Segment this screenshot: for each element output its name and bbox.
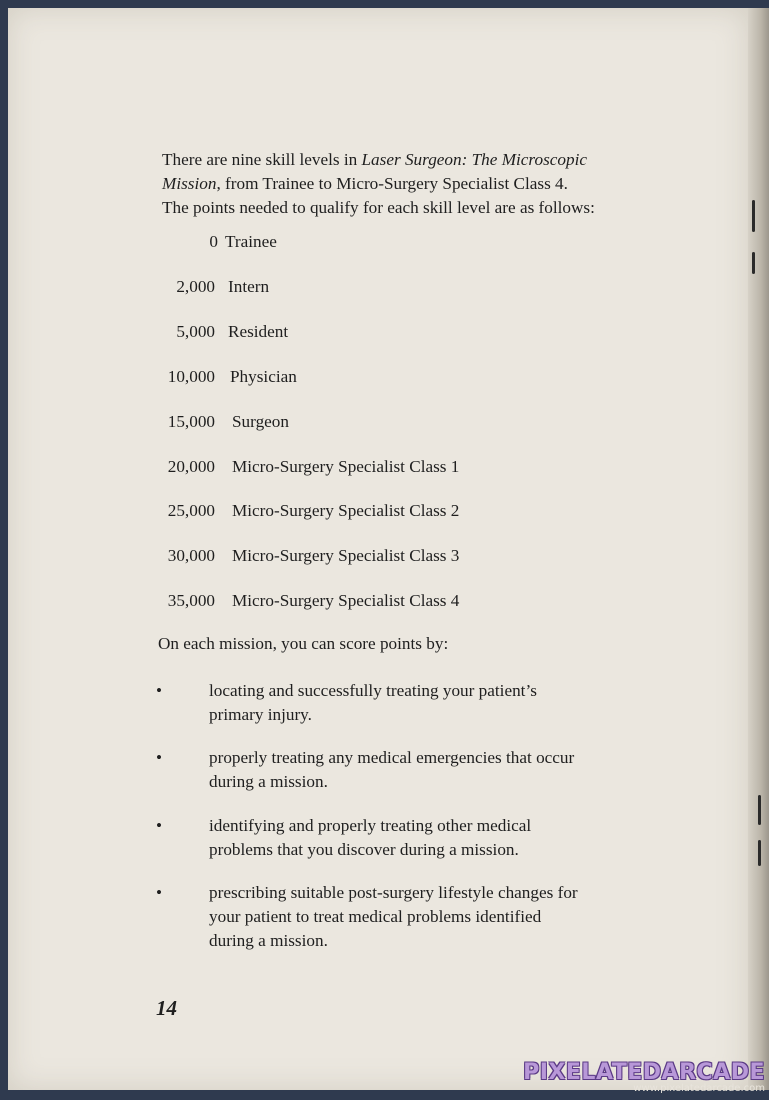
- scoring-intro: On each mission, you can score points by:: [158, 634, 449, 653]
- binding-staple: [752, 200, 755, 232]
- level-name: Surgeon: [232, 412, 289, 431]
- skill-level-row: [8, 230, 508, 254]
- level-name: Micro-Surgery Specialist Class 4: [232, 591, 460, 610]
- skill-level-row: [8, 275, 508, 299]
- game-title: Laser Surgeon: The Microscopic: [361, 150, 587, 169]
- level-points: 10,000: [167, 367, 215, 386]
- skill-level-row: [8, 499, 508, 523]
- level-points: 20,000: [167, 457, 215, 476]
- list-item: [156, 746, 616, 794]
- list-item-text: prescribing suitable post-surgery lifestyle changes for your patient to treat medical problems identified during a mission.: [209, 883, 578, 950]
- intro-paragraph: [162, 148, 652, 220]
- level-points: 35,000: [167, 591, 215, 610]
- list-item-text: identifying and properly treating other medical problems that you discover during a mission.: [209, 816, 532, 859]
- watermark-url: www.pixelatedarcade.com: [633, 1083, 765, 1094]
- page-number: 14: [156, 996, 177, 1020]
- list-item: [156, 814, 616, 862]
- level-name: Micro-Surgery Specialist Class 1: [232, 457, 460, 476]
- intro-text: The points needed to qualify for each skill level are as follows:: [162, 198, 595, 217]
- intro-text: , from Trainee to Micro-Surgery Specialist Class 4.: [216, 174, 568, 193]
- level-points: 15,000: [167, 412, 215, 431]
- intro-text: There are nine skill levels in: [162, 150, 362, 169]
- level-points: 25,000: [167, 501, 215, 520]
- binding-staple: [758, 795, 761, 825]
- watermark: [523, 1060, 765, 1094]
- page-edge: [748, 8, 769, 1090]
- level-name: Intern: [228, 277, 270, 296]
- level-name: Physician: [230, 367, 297, 386]
- game-title-cont: Mission: [162, 174, 217, 193]
- skill-level-row: [8, 589, 508, 613]
- bullet-icon: •: [156, 748, 163, 767]
- bullet-icon: •: [156, 681, 163, 700]
- skill-level-row: [8, 544, 508, 568]
- watermark-logo: PIXELATEDARCADE: [523, 1060, 765, 1085]
- skill-level-row: [8, 320, 508, 344]
- binding-staple: [752, 252, 755, 274]
- level-points: 30,000: [167, 546, 215, 565]
- list-item-text: properly treating any medical emergencies that occur during a mission.: [209, 748, 575, 791]
- skill-level-row: [8, 455, 508, 479]
- level-name: Micro-Surgery Specialist Class 3: [232, 546, 460, 565]
- list-item: [156, 881, 616, 953]
- level-points: 0: [209, 232, 218, 251]
- binding-staple: [758, 840, 761, 866]
- list-item-text: locating and successfully treating your patient’s primary injury.: [209, 681, 537, 724]
- skill-level-row: [8, 365, 508, 389]
- level-name: Micro-Surgery Specialist Class 2: [232, 501, 460, 520]
- level-points: 2,000: [176, 277, 215, 296]
- manual-page: [8, 8, 748, 1090]
- list-item: [156, 679, 616, 727]
- level-name: Trainee: [225, 232, 277, 251]
- skill-level-row: [8, 410, 508, 434]
- level-name: Resident: [228, 322, 289, 341]
- bullet-icon: •: [156, 883, 163, 902]
- bullet-icon: •: [156, 816, 163, 835]
- level-points: 5,000: [176, 322, 215, 341]
